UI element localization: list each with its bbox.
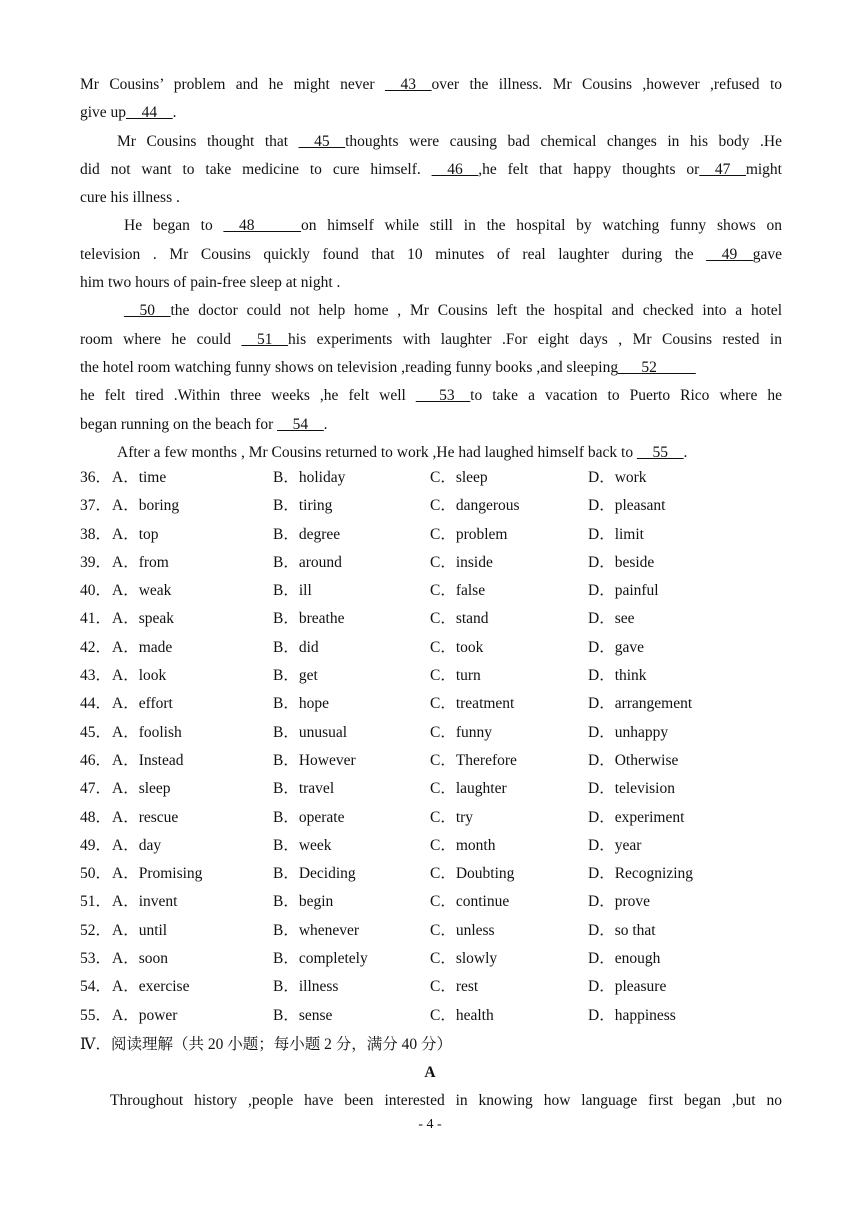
question-number: 50． (80, 865, 112, 883)
cloze-passage (80, 71, 782, 467)
question-number: 52． (80, 921, 112, 939)
option-a: A．look (112, 667, 167, 685)
passage-text: over the illness. Mr Cousins ,however ,refused to (431, 76, 782, 93)
question-number: 42． (80, 638, 112, 656)
option-d: D．pleasant (588, 497, 666, 515)
option-b: B．completely (273, 950, 368, 968)
option-a: A．exercise (112, 978, 190, 996)
passage-text: give up (80, 104, 127, 122)
option-d: D．Recognizing (588, 865, 694, 883)
question-row (80, 775, 782, 803)
question-number: 49． (80, 836, 112, 854)
question-number: 44． (80, 695, 112, 713)
passage-text: thoughts were causing bad chemical changes in his body .He (345, 132, 782, 150)
option-a: A．effort (112, 695, 173, 713)
option-b: B．get (273, 667, 318, 685)
passage-line (80, 99, 782, 127)
passage-line (80, 326, 782, 354)
blank-48: __48______ (223, 217, 301, 235)
option-c: C．funny (430, 723, 493, 741)
passage-line (80, 269, 782, 297)
option-d: D．pleasure (588, 978, 667, 996)
option-b: B．unusual (273, 723, 348, 741)
question-row (80, 549, 782, 577)
option-a: A．sleep (112, 780, 171, 798)
option-d: D．unhappy (588, 723, 669, 741)
question-row (80, 973, 782, 1001)
question-row (80, 605, 782, 633)
passage-text: . (172, 104, 177, 122)
option-d: D．limit (588, 525, 644, 543)
question-row (80, 1002, 782, 1030)
option-c: C．unless (430, 921, 495, 939)
option-a: A．time (112, 469, 167, 486)
option-a: A．day (112, 836, 162, 854)
option-c: C．took (430, 638, 484, 656)
option-b: B．sense (273, 1006, 333, 1024)
question-number: 38． (80, 525, 112, 543)
option-c: C．inside (430, 553, 493, 571)
option-b: B．tiring (273, 497, 333, 515)
question-row (80, 747, 782, 775)
option-d: D．painful (588, 582, 659, 600)
passage-line (80, 439, 782, 467)
passage-text: He began to (124, 217, 224, 235)
option-b: B．travel (273, 780, 335, 798)
passage-text: Mr Cousins thought that (117, 132, 299, 150)
question-number: 37． (80, 497, 112, 515)
passage-text: . (323, 415, 328, 433)
question-row (80, 690, 782, 718)
passage-line (80, 184, 782, 212)
passage-line (80, 297, 782, 325)
passage-text: television . Mr Cousins quickly found that 10 minutes of real laughter during the (80, 245, 707, 263)
option-b: B．hope (273, 695, 329, 713)
question-number: 36． (80, 469, 112, 486)
passage-text: to take a vacation to Puerto Rico where he (470, 387, 782, 405)
option-b: B．week (273, 836, 332, 854)
passage-line (80, 241, 782, 269)
option-b: B．begin (273, 893, 334, 911)
option-c: C．Doubting (430, 865, 515, 883)
passage-text: the doctor could not help home , Mr Cousins left the hospital and checked into a hotel (170, 302, 782, 320)
option-a: A．weak (112, 582, 172, 600)
passage-text: he felt tired .Within three weeks ,he felt well (80, 387, 416, 405)
question-number: 55． (80, 1006, 112, 1024)
passage-text: him two hours of pain-free sleep at night . (80, 274, 341, 292)
question-number: 43． (80, 667, 112, 685)
passage-text: cure his illness . (80, 189, 180, 207)
option-a: A．Instead (112, 751, 184, 769)
option-c: C．month (430, 836, 496, 854)
passage-line (80, 354, 782, 382)
question-row (80, 719, 782, 747)
blank-44: __44__ (126, 104, 173, 122)
option-b: B．whenever (273, 921, 360, 939)
option-c: C．false (430, 582, 486, 600)
question-row (80, 860, 782, 888)
option-c: C．Therefore (430, 751, 517, 769)
option-b: B．Deciding (273, 865, 356, 883)
option-b: B．did (273, 638, 319, 656)
passage-text: began running on the beach for (80, 415, 278, 433)
blank-45: __45__ (298, 132, 346, 150)
passage-text: on himself while still in the hospital by watching funny shows on (300, 217, 782, 235)
blank-51: __51__ (241, 330, 289, 348)
option-c: C．stand (430, 610, 489, 628)
passage-line (80, 71, 782, 99)
question-row (80, 917, 782, 945)
question-row (80, 492, 782, 520)
option-d: D．experiment (588, 808, 685, 826)
passage-line (80, 212, 782, 240)
option-b: B．ill (273, 582, 312, 600)
passage-text: After a few months , Mr Cousins returned to work ,He had laughed himself back to (117, 443, 637, 461)
passage-line (80, 128, 782, 156)
option-d: D．arrangement (588, 695, 693, 713)
blank-49: __49__ (706, 245, 753, 263)
passage-line (80, 156, 782, 184)
reading-passage-first-line: Throughout history ,people have been interested in knowing how language first began ,but no (110, 1092, 782, 1109)
option-d: D．television (588, 780, 675, 798)
question-row (80, 464, 782, 492)
option-a: A．until (112, 921, 168, 939)
passage-text: the hotel room watching funny shows on television ,reading funny books ,and sleeping (80, 358, 619, 376)
option-c: C．treatment (430, 695, 515, 713)
question-number: 40． (80, 582, 112, 600)
option-d: D．Otherwise (588, 751, 679, 769)
option-c: C．turn (430, 667, 481, 685)
question-number: 41． (80, 610, 112, 628)
answer-options (80, 464, 782, 1030)
option-d: D．happiness (588, 1006, 676, 1024)
question-row (80, 521, 782, 549)
option-c: C．rest (430, 978, 479, 996)
option-b: B．illness (273, 978, 339, 996)
option-d: D．so that (588, 921, 656, 939)
blank-43: __43__ (385, 76, 432, 93)
question-row (80, 804, 782, 832)
option-b: B．degree (273, 525, 341, 543)
option-a: A．speak (112, 610, 174, 628)
question-row (80, 832, 782, 860)
option-c: C．health (430, 1006, 494, 1024)
option-a: A．Promising (112, 865, 203, 883)
option-c: C．problem (430, 525, 508, 543)
passage-text: his experiments with laughter .For eight days , Mr Cousins rested in (288, 330, 782, 348)
option-c: C．try (430, 808, 474, 826)
question-number: 54． (80, 978, 112, 996)
option-b: B．However (273, 751, 356, 769)
passage-text: might (745, 160, 782, 178)
option-c: C．sleep (430, 469, 488, 486)
section-heading: Ⅳ．阅读理解（共 20 小题；每小题 2 分，满分 40 分） (80, 1036, 452, 1053)
question-number: 48． (80, 808, 112, 826)
passage-text: Mr Cousins’ problem and he might never (80, 76, 386, 93)
question-number: 45． (80, 723, 112, 741)
option-d: D．enough (588, 950, 661, 968)
passage-text: did not want to take medicine to cure himself. (80, 160, 432, 178)
option-a: A．top (112, 525, 159, 543)
passage-line (80, 382, 782, 410)
option-b: B．breathe (273, 610, 345, 628)
option-c: C．continue (430, 893, 510, 911)
blank-47: __47__ (699, 160, 746, 178)
question-row (80, 634, 782, 662)
option-a: A．from (112, 553, 169, 571)
option-d: D．think (588, 667, 647, 685)
question-number: 53． (80, 950, 112, 968)
option-a: A．made (112, 638, 173, 656)
passage-text: . (683, 443, 688, 461)
blank-54: __54__ (277, 415, 324, 433)
passage-text: ,he felt that happy thoughts or (478, 160, 700, 178)
part-label: A (424, 1064, 436, 1081)
question-row (80, 577, 782, 605)
option-b: B．operate (273, 808, 345, 826)
option-d: D．gave (588, 638, 644, 656)
question-row (80, 662, 782, 690)
question-row (80, 888, 782, 916)
option-d: D．beside (588, 553, 655, 571)
question-number: 46． (80, 751, 112, 769)
page-number: - 4 - (418, 1117, 442, 1132)
option-a: A．rescue (112, 808, 179, 826)
question-row (80, 945, 782, 973)
passage-text: gave (752, 245, 782, 263)
option-a: A．invent (112, 893, 178, 911)
blank-55: __55__ (637, 443, 684, 461)
option-a: A．foolish (112, 723, 182, 741)
option-d: D．prove (588, 893, 650, 911)
passage-text: room where he could (80, 330, 242, 348)
option-b: B．around (273, 553, 342, 571)
option-a: A．boring (112, 497, 180, 515)
option-b: B．holiday (273, 469, 346, 486)
option-c: C．laughter (430, 780, 507, 798)
option-c: C．dangerous (430, 497, 520, 515)
question-number: 39． (80, 553, 112, 571)
question-number: 47． (80, 780, 112, 798)
question-number: 51． (80, 893, 112, 911)
blank-53: ___53__ (415, 387, 471, 405)
option-a: A．soon (112, 950, 168, 968)
passage-line (80, 411, 782, 439)
blank-46: __46__ (431, 160, 479, 178)
blank-52: ___52_____ (618, 358, 696, 376)
option-a: A．power (112, 1006, 178, 1024)
option-d: D．see (588, 610, 635, 628)
option-d: D．year (588, 836, 642, 854)
option-d: D．work (588, 469, 647, 486)
blank-50: __50__ (124, 302, 171, 320)
option-c: C．slowly (430, 950, 498, 968)
